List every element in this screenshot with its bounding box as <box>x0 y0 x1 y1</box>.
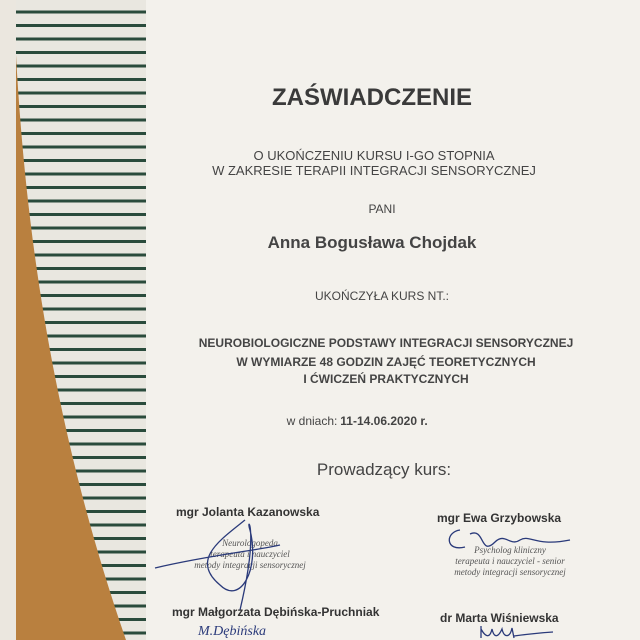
signature-debinska: M.Dębińska <box>198 624 267 639</box>
instructor-name: mgr Jolanta Kazanowska <box>176 505 320 519</box>
completed-label: UKOŃCZYŁA KURS NT.: <box>314 289 450 303</box>
instructor-role: Neurologopeda terapeuta i nauczyciel metody integracji sensorycznej <box>194 538 306 570</box>
subtitle-line-1: O UKOŃCZENIU KURSU I-GO STOPNIA <box>253 148 495 163</box>
recipient-name: Anna Bogusława Chojdak <box>267 233 477 252</box>
course-line-3: I ĆWICZEŃ PRAKTYCZNYCH <box>303 372 469 386</box>
instructor-name: dr Marta Wiśniewska <box>440 611 559 625</box>
instructor-name: mgr Małgorzata Dębińska-Pruchniak <box>172 605 380 619</box>
dates-label: w dniach: <box>286 414 338 428</box>
subtitle-line-2: W ZAKRESIE TERAPII INTEGRACJI SENSORYCZNEJ <box>212 163 536 178</box>
salutation: PANI <box>368 202 396 216</box>
course-line-1: NEUROBIOLOGICZNE PODSTAWY INTEGRACJI SENSORYCZNEJ <box>198 336 574 350</box>
dates-value: 11-14.06.2020 r. <box>340 414 428 428</box>
signature-kazanowska <box>150 510 290 610</box>
signature-grzybowska <box>440 522 580 562</box>
certificate-title: ZAŚWIADCZENIE <box>272 84 472 111</box>
instructor-role: Psycholog kliniczny terapeuta i nauczyciel - senior metody integracji sensorycznej <box>454 545 566 577</box>
instructor-name: mgr Ewa Grzybowska <box>437 511 562 525</box>
course-line-2: W WYMIARZE 48 GODZIN ZAJĘĆ TEORETYCZNYCH <box>236 355 536 369</box>
instructors-heading: Prowadzący kurs: <box>316 460 452 479</box>
signature-wisniewska <box>478 624 558 640</box>
